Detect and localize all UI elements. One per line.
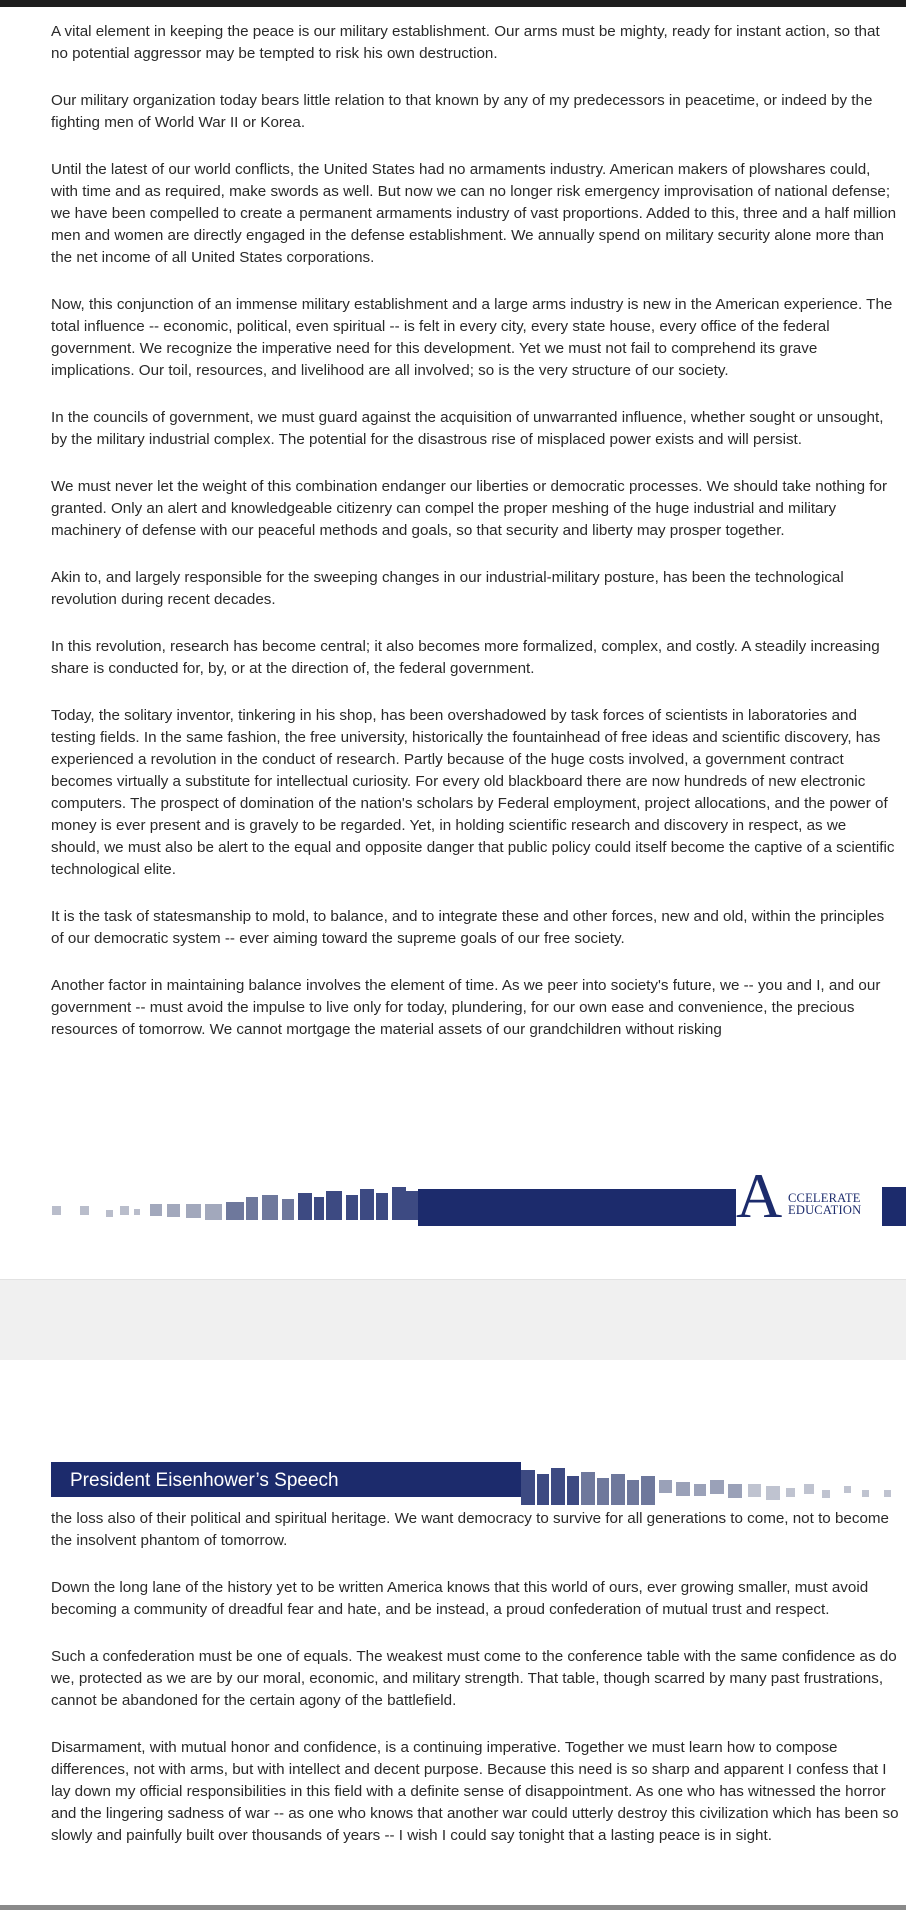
paragraph: Today, the solitary inventor, tinkering in his shop, has been overshadowed by task forces of scientists in laboratories and testing fields. In the same fashion, the free university, historically the fountainhead of free ideas and scientific discovery, has experienced a revolution in the conduct of research. Partly because of the huge costs involved, a government contract becomes virtually a substitute for intellectual curiosity. For every old blackboard there are now hundreds of new electronic computers. The prospect of domination of the nation's scholars by Federal employment, project allocations, and the power of money is ever present and is gravely to be regarded. Yet, in holding scientific research and discovery in respect, as we should, we must also be alert to the equal and opposite danger that public policy could itself become the captive of a scientific technological elite.	[51, 707, 895, 878]
paragraph: We must never let the weight of this combination endanger our liberties or democratic processes. We should take nothing for granted. Only an alert and knowledgeable citizenry can compel the proper meshing of the huge industrial and military machinery of defense with our peaceful methods and goals, so that security and liberty may prosper together.	[51, 478, 888, 539]
page-title: President Eisenhower’s Speech	[70, 1470, 339, 1491]
paragraph: Down the long lane of the history yet to be written America knows that this world of ours, ever growing smaller, must avoid becoming a community of dreadful fear and hate, and be instead, a proud confederation of mutual trust and respect.	[51, 1579, 869, 1618]
paragraph: In this revolution, research has become central; it also becomes more formalized, complex, and costly. A steadily increasing share is conducted for, by, or at the direction of, the federal government.	[51, 638, 880, 677]
page-footer-banner	[0, 1160, 906, 1231]
paragraph: the loss also of their political and spiritual heritage. We want democracy to survive for all generations to come, not to become the insolvent phantom of tomorrow.	[51, 1510, 889, 1549]
paragraph: Our military organization today bears little relation to that known by any of my predecessors in peacetime, or indeed by the fighting men of World War II or Korea.	[51, 92, 873, 131]
paragraph: Now, this conjunction of an immense military establishment and a large arms industry is new in the American experience. The total influence -- economic, political, even spiritual -- is felt in every city, every state house, every office of the federal government. We recognize the imperative need for this development. Yet we must not fail to comprehend its grave implications. Our toil, resources, and livelihood are all involved; so is the very structure of our society.	[51, 296, 893, 379]
accelerate-education-logo	[736, 1160, 882, 1231]
paragraph: It is the task of statesmanship to mold, to balance, and to integrate these and other forces, new and old, within the principles of our democratic system -- ever aiming toward the supreme goals of our free society.	[51, 908, 885, 947]
logo-letter: A	[736, 1160, 783, 1231]
paragraph: A vital element in keeping the peace is our military establishment. Our arms must be mighty, ready for instant action, so that no potential aggressor may be tempted to risk his own destruction.	[51, 23, 880, 62]
logo-line-2: EDUCATION	[788, 1203, 862, 1217]
logo-wordmark	[788, 1192, 861, 1216]
paragraph: Such a confederation must be one of equals. The weakest must come to the conference table with the same confidence as do we, protected as we are by our moral, economic, and military strength. That table, though scarred by many past frustrations, cannot be abandoned for the certain agony of the battlefield.	[51, 1648, 897, 1709]
paragraph: Disarmament, with mutual honor and confidence, is a continuing imperative. Together we must learn how to compose differences, not with arms, but with intellect and decent purpose. Because this need is so sharp and apparent I confess that I lay down my official responsibilities in this field with a definite sense of disappointment. As one who has witnessed the horror and the lingering sadness of war -- as one who knows that another war could utterly destroy this civilization which has been so slowly and painfully built over thousands of years -- I wish I could say tonight that a lasting peace is in sight.	[51, 1739, 899, 1844]
document-page-1[interactable]	[0, 7, 906, 1279]
document-page-2[interactable]	[0, 1360, 906, 1905]
paragraph: Akin to, and largely responsible for the sweeping changes in our industrial-military posture, has been the technological revolution during recent decades.	[51, 569, 844, 608]
bottom-edge-strip	[0, 1905, 906, 1910]
top-edge-strip	[0, 0, 906, 7]
page2-body	[51, 1508, 899, 1872]
pixel-pattern-decoration	[0, 1458, 906, 1514]
logo-line-1: CCELERATE	[788, 1191, 861, 1205]
page-header-banner	[0, 1458, 906, 1498]
paragraph: Until the latest of our world conflicts, the United States had no armaments industry. American makers of plowshares could, with time and as required, make swords as well. But now we can no longer risk emergency improvisation of national defense; we have been compelled to create a permanent armaments industry of vast proportions. Added to this, three and a half million men and women are directly engaged in the defense establishment. We annually spend on military security alone more than the net income of all United States corporations.	[51, 161, 897, 266]
paragraph: In the councils of government, we must guard against the acquisition of unwarranted influence, whether sought or unsought, by the military industrial complex. The potential for the disastrous rise of misplaced power exists and will persist.	[51, 409, 884, 448]
page-separator	[0, 1279, 906, 1360]
paragraph: Another factor in maintaining balance involves the element of time. As we peer into society's future, we -- you and I, and our government -- must avoid the impulse to live only for today, plundering, for our own ease and convenience, the precious resources of tomorrow. We cannot mortgage the material assets of our grandchildren without risking	[51, 977, 881, 1038]
page1-body	[51, 21, 899, 1066]
footer-navy-bar	[418, 1189, 736, 1226]
footer-right-block	[882, 1187, 906, 1226]
